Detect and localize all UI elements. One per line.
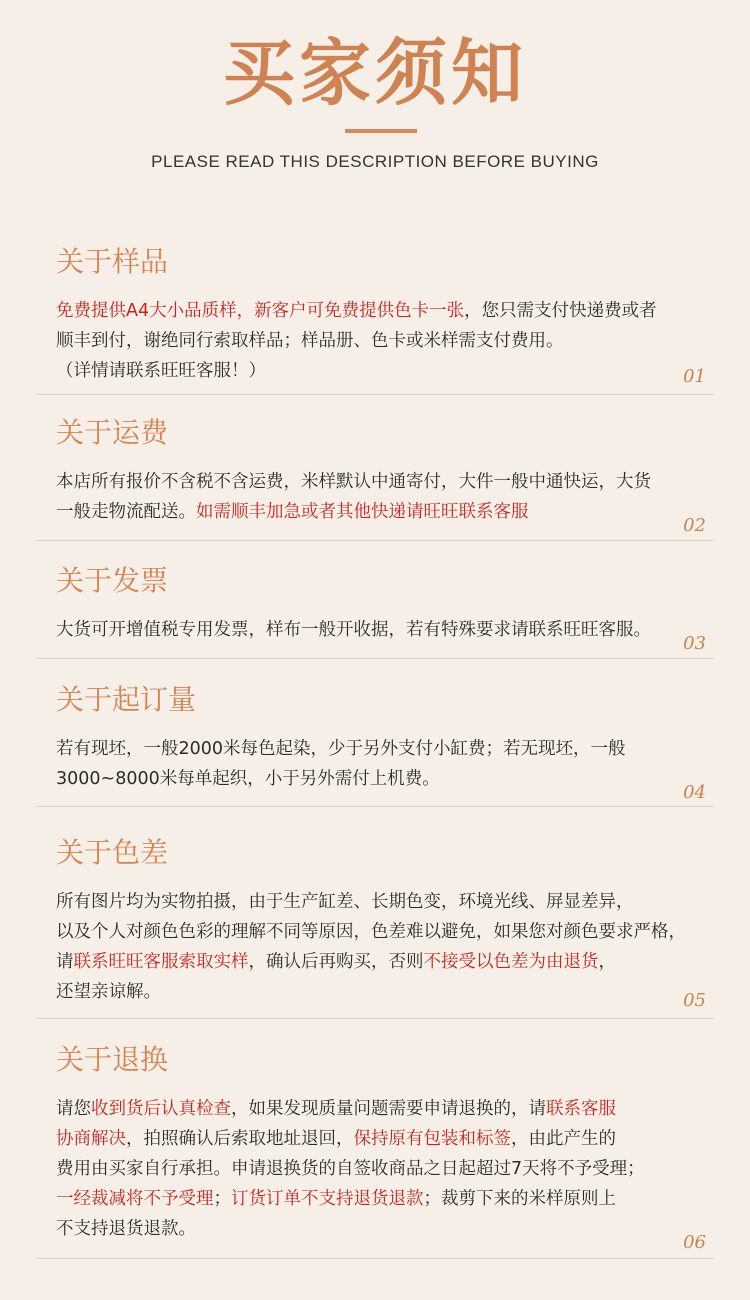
body-text: ，确认后再购买，否则	[248, 952, 424, 972]
body-text: 不支持退货退款。	[56, 1219, 196, 1239]
section-divider	[36, 1258, 714, 1259]
body-line	[56, 356, 716, 386]
section-5	[36, 835, 714, 1019]
body-text: ，拍照确认后索取地址退回，	[126, 1129, 354, 1149]
body-line	[56, 467, 716, 497]
section-divider	[36, 394, 714, 395]
section-number: 01	[683, 366, 706, 387]
body-line	[56, 296, 716, 326]
body-line	[56, 1094, 716, 1124]
highlight-text: 协商解决	[56, 1129, 126, 1149]
body-line	[56, 1214, 716, 1244]
body-line	[56, 615, 716, 645]
body-line	[56, 1154, 716, 1184]
section-2	[36, 415, 714, 541]
page-title: 买家须知	[222, 31, 527, 115]
body-text: 请您	[56, 1099, 91, 1119]
section-number: 04	[683, 782, 706, 803]
body-text: 本店所有报价不含税不含运费，米样默认中通寄付，大件一般中通快运，大货	[56, 472, 651, 492]
body-line	[56, 977, 716, 1007]
body-line	[56, 497, 716, 527]
section-title: 关于样品	[56, 245, 169, 278]
body-text: ；	[213, 1189, 231, 1209]
section-title: 关于退换	[56, 1043, 169, 1076]
section-body	[56, 467, 716, 527]
body-text: ，如果发现质量问题需要申请退换的，请	[231, 1099, 546, 1119]
body-text: 费用由买家自行承担。申请退换货的自签收商品之日起超过7天将不予受理；	[56, 1159, 645, 1179]
body-text: ，由此产生的	[511, 1129, 616, 1149]
highlight-text: 联系旺旺客服索取实样	[73, 952, 249, 972]
section-body	[56, 296, 716, 386]
body-text: ，您只需支付快递费或者	[464, 301, 657, 321]
body-line	[56, 734, 716, 764]
body-line	[56, 326, 716, 356]
title-underline	[345, 129, 417, 133]
section-body	[56, 887, 716, 1007]
highlight-text: 免费提供A4大小品质样，新客户可免费提供色卡一张	[56, 301, 465, 321]
body-text: ，	[598, 952, 616, 972]
body-text: 大货可开增值税专用发票，样布一般开收据，若有特殊要求请联系旺旺客服。	[56, 620, 651, 640]
section-title: 关于发票	[56, 564, 169, 597]
body-text: 顺丰到付，谢绝同行索取样品；样品册、色卡或米样需支付费用。	[56, 331, 564, 351]
body-line	[56, 887, 716, 917]
highlight-text: 保持原有包装和标签	[353, 1129, 511, 1149]
body-line	[56, 947, 716, 977]
highlight-text: 不接受以色差为由退货	[423, 952, 599, 972]
highlight-text: 订货订单不支持退货退款	[231, 1189, 424, 1209]
body-text: 一般走物流配送。	[56, 502, 196, 522]
section-title: 关于色差	[56, 836, 169, 869]
body-line	[56, 1184, 716, 1214]
section-body	[56, 734, 716, 794]
section-divider	[36, 1018, 714, 1019]
body-line	[56, 1124, 716, 1154]
section-divider	[36, 540, 714, 541]
body-text: （详情请联系旺旺客服！）	[56, 361, 266, 381]
body-text: 以及个人对颜色色彩的理解不同等原因，色差难以避免，如果您对颜色要求严格，	[56, 922, 686, 942]
body-text: 还望亲谅解。	[56, 982, 161, 1002]
page-subtitle: PLEASE READ THIS DESCRIPTION BEFORE BUYING	[151, 152, 599, 171]
section-number: 05	[683, 990, 706, 1011]
section-1	[36, 244, 714, 395]
highlight-text: 联系客服	[546, 1099, 616, 1119]
highlight-text: 一经裁减将不予受理	[56, 1189, 214, 1209]
body-text: ；裁剪下来的米样原则上	[423, 1189, 616, 1209]
section-4	[36, 682, 714, 807]
section-number: 06	[683, 1232, 706, 1253]
highlight-text: 如需顺丰加急或者其他快递请旺旺联系客服	[196, 502, 529, 522]
highlight-text: 收到货后认真检查	[91, 1099, 231, 1119]
section-divider	[36, 658, 714, 659]
section-divider	[36, 806, 714, 807]
section-6	[36, 1042, 714, 1259]
body-text: 所有图片均为实物拍摄，由于生产缸差、长期色变，环境光线、屏显差异，	[56, 892, 634, 912]
section-number: 03	[683, 633, 706, 654]
body-text: 3000~8000米每单起织，小于另外需付上机费。	[56, 769, 440, 789]
section-body	[56, 615, 716, 645]
section-title: 关于运费	[56, 416, 169, 449]
body-line	[56, 764, 716, 794]
body-text: 请	[56, 952, 74, 972]
section-title: 关于起订量	[56, 683, 197, 716]
section-number: 02	[683, 515, 706, 536]
body-text: 若有现坯，一般2000米每色起染，少于另外支付小缸费；若无现坯，一般	[56, 739, 626, 759]
section-3	[36, 563, 714, 659]
body-line	[56, 917, 716, 947]
section-body	[56, 1094, 716, 1244]
